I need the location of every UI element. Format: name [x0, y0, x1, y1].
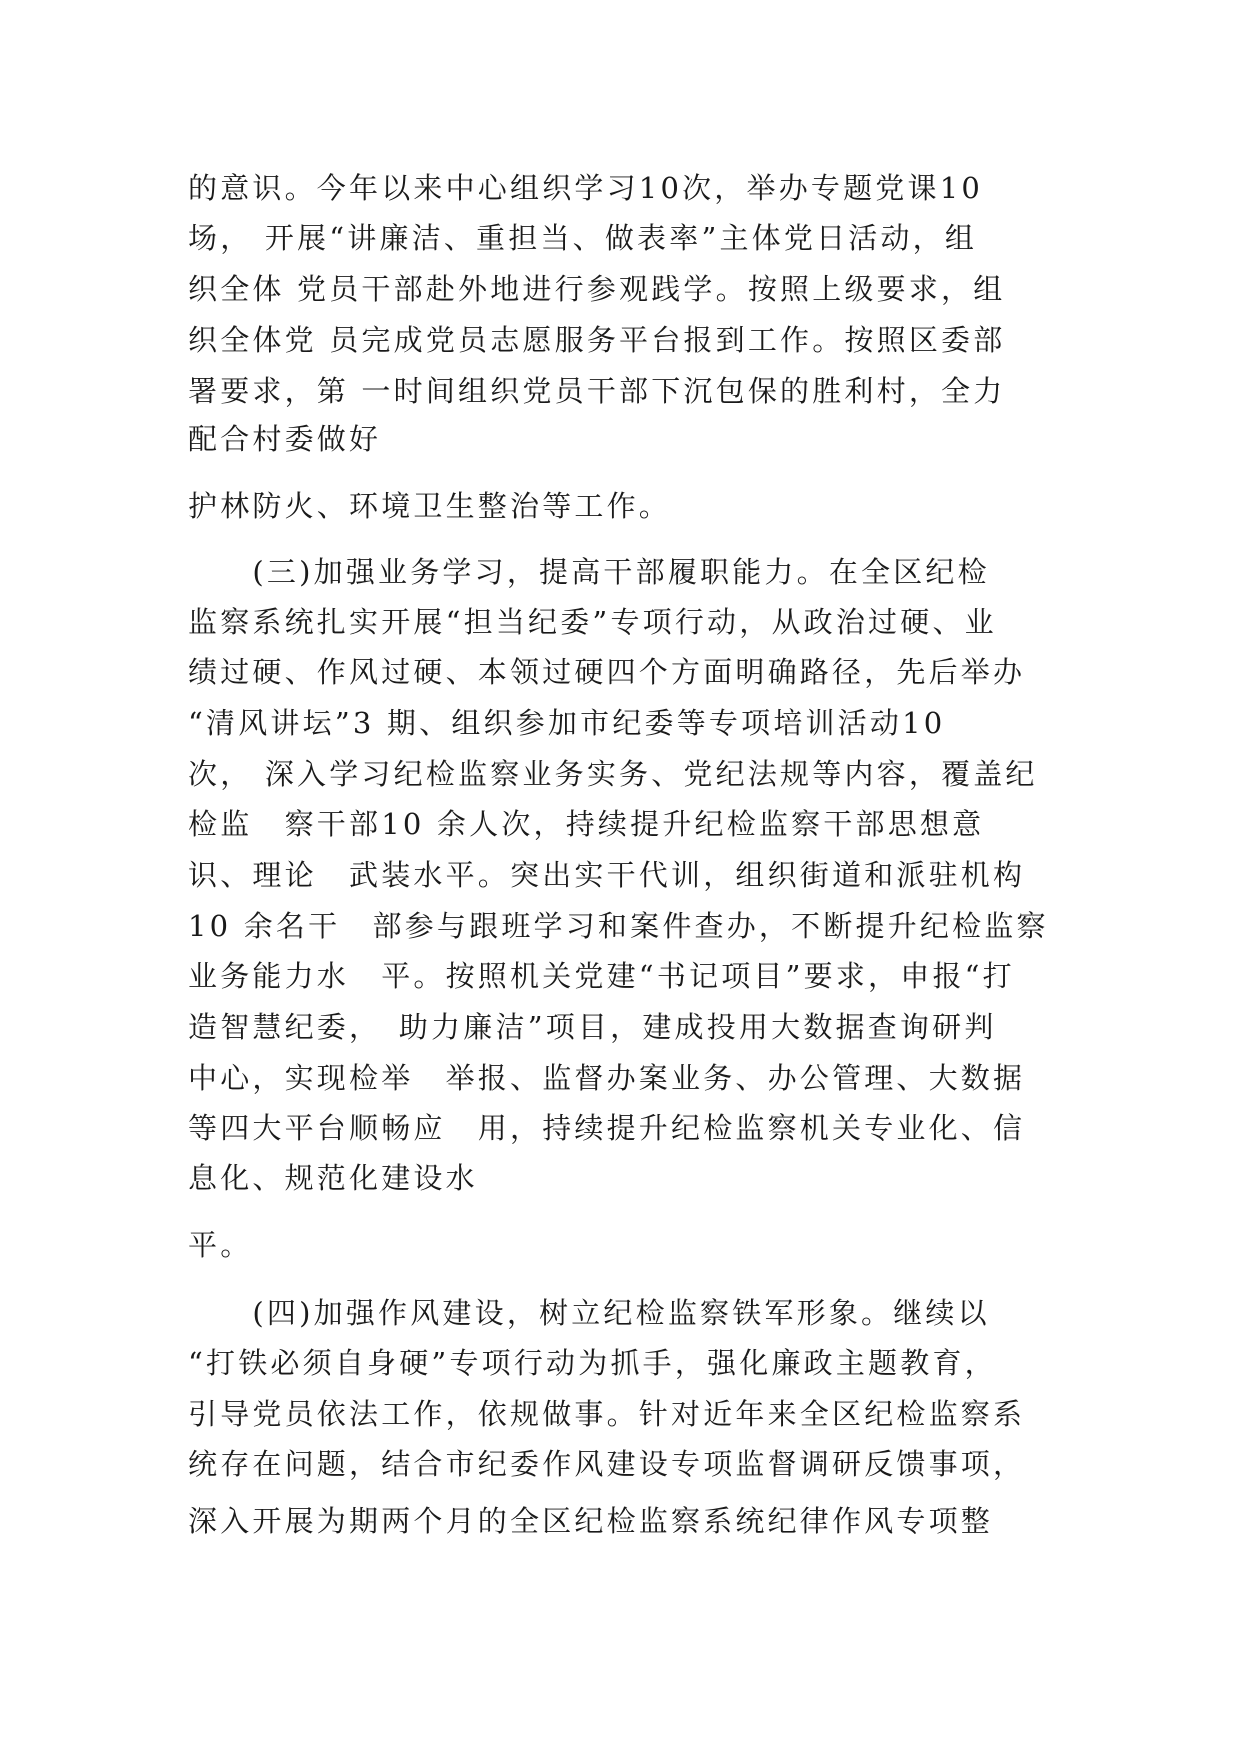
text-line: 业务能力水 平。按照机关党建“书记项目”要求，申报“打 [188, 959, 1015, 993]
text-line: 护林防火、环境卫生整治等工作。 [188, 489, 672, 523]
text-line: 检监 察干部10 余人次，持续提升纪检监察干部思想意 [188, 807, 985, 841]
text-line: 中心，实现检举 举报、监督办案业务、办公管理、大数据 [188, 1061, 1026, 1095]
text-line: 的意识。今年以来中心组织学习10次，举办专题党课10 [188, 171, 984, 205]
text-line: 织全体党 员完成党员志愿服务平台报到工作。按照区委部 [188, 323, 1006, 357]
text-line: 绩过硬、作风过硬、本领过硬四个方面明确路径，先后举办 [188, 655, 1026, 689]
text-line: 织全体 党员干部赴外地进行参观践学。按照上级要求，组 [188, 272, 1006, 306]
text-line: “清风讲坛”3 期、组织参加市纪委等专项培训活动10 [188, 706, 946, 740]
text-line: 统存在问题，结合市纪委作风建设专项监督调研反馈事项， [188, 1447, 1026, 1481]
text-line: 署要求，第 一时间组织党员干部下沉包保的胜利村，全力 [188, 374, 1006, 408]
text-line: (三)加强业务学习，提高干部履职能力。在全区纪检 [188, 555, 990, 589]
text-line: 造智慧纪委， 助力廉洁”项目，建成投用大数据查询研判 [188, 1010, 997, 1044]
text-line: 识、理论 武装水平。突出实干代训，组织街道和派驻机构 [188, 858, 1026, 892]
text-line: 监察系统扎实开展“担当纪委”专项行动，从政治过硬、业 [188, 605, 997, 639]
text-line: 深入开展为期两个月的全区纪检监察系统纪律作风专项整 [188, 1504, 994, 1538]
text-line: “打铁必须自身硬”专项行动为抓手，强化廉政主题教育， [188, 1346, 997, 1380]
text-line: 配合村委做好 [188, 422, 382, 456]
text-line: 息化、规范化建设水 [188, 1161, 478, 1195]
text-line: 次， 深入学习纪检监察业务实务、党纪法规等内容，覆盖纪 [188, 757, 1038, 791]
text-line: 场， 开展“讲廉洁、重担当、做表率”主体党日活动，组 [188, 221, 978, 255]
text-line: 引导党员依法工作，依规做事。针对近年来全区纪检监察系 [188, 1397, 1026, 1431]
text-line: (四)加强作风建设，树立纪检监察铁军形象。继续以 [188, 1296, 990, 1330]
text-line: 等四大平台顺畅应 用，持续提升纪检监察机关专业化、信 [188, 1111, 1026, 1145]
text-line: 平。 [188, 1228, 253, 1262]
text-line: 10 余名干 部参与跟班学习和案件查办，不断提升纪检监察 [188, 909, 1049, 943]
